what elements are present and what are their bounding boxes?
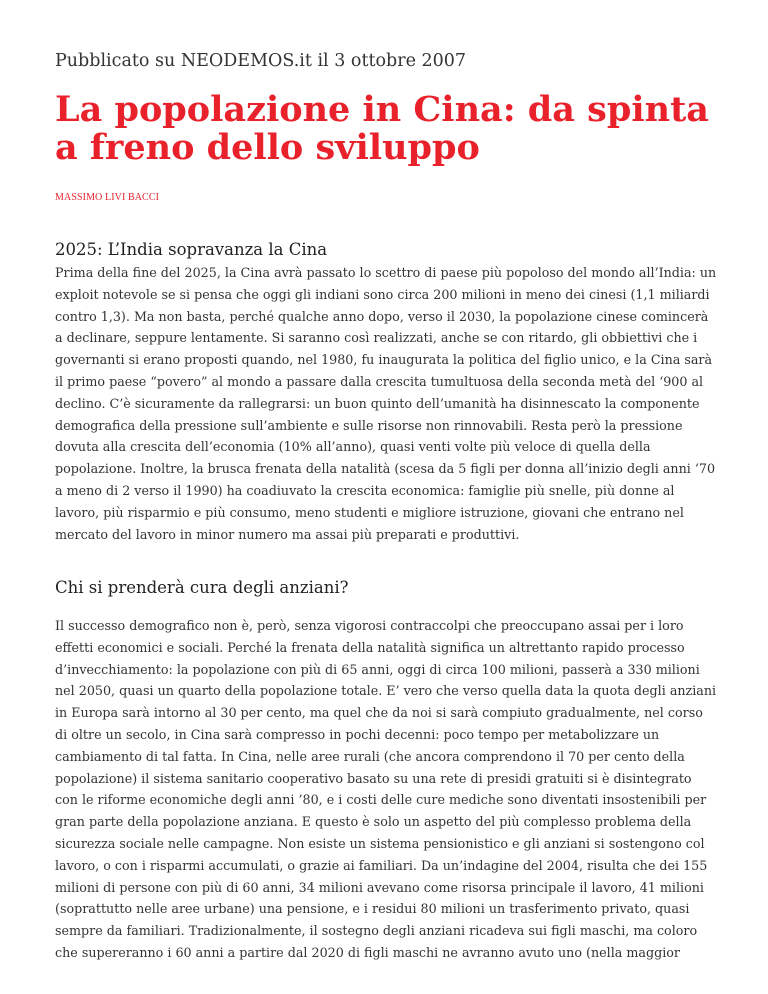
section-paragraph-anziani: Il successo demografico non è, però, senza vigorosi contraccolpi che preoccupano assai per i loro effetti economici e sociali. Perché la frenata della natalità significa un altrettanto rapido processo d’invecchiamento: la popolazione con più di 65 anni, oggi di circa 100 milioni, passerà a 330 milioni nel 2050, quasi un quarto della popolazione totale. E’ vero che verso quella data la quota degli anziani in Europa sarà intorno al 30 per cento, ma quel che da noi si sarà compiuto gradualmente, nel corso di oltre un secolo, in Cina sarà compresso in pochi decenni: poco tempo per metabolizzare un cambiamento di tal fatta. In Cina, nelle aree rurali (che ancora comprendono il 70 per cento della popolazione) il sistema sanitario cooperativo basato su una rete di presidi gratuiti si è disintegrato con le riforme economiche degli anni ’80, e i costi delle cure mediche sono diventati insostenibili per gran parte della popolazione anziana. E questo è solo un aspetto del più complesso problema della sicurezza sociale nelle campagne. Non esiste un sistema pensionistico e gli anziani si sostengono col lavoro, o con i risparmi accumulati, o grazie ai familiari. Da un’indagine del 2004, risulta che dei 155 milioni di persone con più di 60 anni, 34 milioni avevano come risorsa principale il lavoro, 41 milioni (soprattutto nelle aree urbane) una pensione, e i residui 80 milioni un trasferimento privato, quasi sempre da familiari. Tradizionalmente, il sostegno degli anziani ricadeva sui figli maschi, ma coloro che supereranno i 60 anni a partire dal 2020 di figli maschi ne avranno avuto uno (nella maggior: [55, 618, 717, 960]
section-heading-india: 2025: L’India sopravanza la Cina: [55, 240, 328, 259]
article-title: La popolazione in Cina: da spinta a freno dello sviluppo: [55, 89, 709, 168]
section-paragraph-india: Prima della fine del 2025, la Cina avrà passato lo scettro di paese più popoloso del mondo all’India: un exploit notevole se si pensa che oggi gli indiani sono circa 200 milioni in meno dei cinesi (1,1 miliardi contro 1,3). Ma non basta, perché qualche anno dopo, verso il 2030, la popolazione cinese comincerà a declinare, seppure lentamente. Si saranno così realizzati, anche se con ritardo, gli obbiettivi che i governanti si erano proposti quando, nel 1980, fu inaugurata la politica del figlio unico, e la Cina sarà il primo paese “povero” al mondo a passare dalla crescita tumultuosa della seconda metà del ‘900 al declino. C’è sicuramente da rallegrarsi: un buon quinto dell’umanità ha disinnescato la componente demografica della pressione sull’ambiente e sulle risorse non rinnovabili. Resta però la pressione dovuta alla crescita dell’economia (10% all’anno), quasi venti volte più veloce di quella della popolazione. Inoltre, la brusca frenata della natalità (scesa da 5 figli per donna all’inizio degli anni ‘70 a meno di 2 verso il 1990) ha coadiuvato la crescita economica: famiglie più snelle, più donne al lavoro, più risparmio e più consumo, meno studenti e migliore istruzione, giovani che entrano nel mercato del lavoro in minor numero ma assai più preparati e produttivi.: [55, 265, 717, 542]
author-name: MASSIMO LIVI BACCI: [55, 192, 160, 203]
section-heading-anziani: Chi si prenderà cura degli anziani?: [55, 578, 349, 597]
published-line: Pubblicato su NEODEMOS.it il 3 ottobre 2007: [55, 51, 467, 71]
